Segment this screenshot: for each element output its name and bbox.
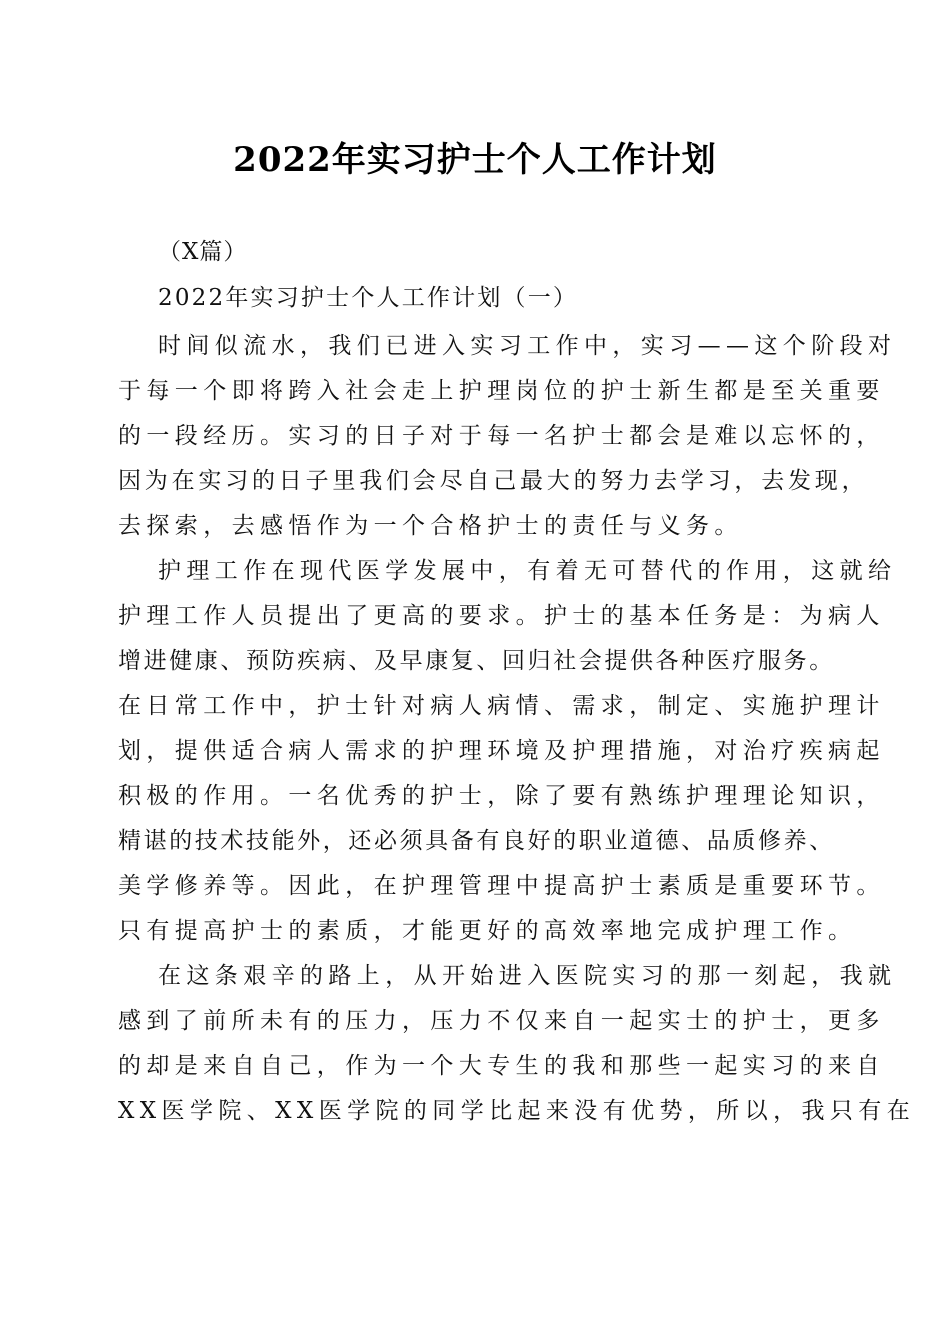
paragraph-1 <box>118 324 897 549</box>
paragraph-3 <box>118 954 916 1134</box>
text-line: 感到了前所未有的压力，压力不仅来自一起实士的护士，更多 <box>118 1008 885 1034</box>
text-line: 时间似流水，我们已进入实习工作中，实习——这个阶段对 <box>158 333 897 359</box>
text-line: 于每一个即将跨入社会走上护理岗位的护士新生都是至关重要 <box>118 378 885 404</box>
text-line: 美学修养等。因此，在护理管理中提高护士素质是重要环节。 <box>118 873 885 899</box>
text-line: 去探索，去感悟作为一个合格护士的责任与义务。 <box>118 513 743 539</box>
text-line: 的一段经历。实习的日子对于每一名护士都会是难以忘怀的， <box>118 423 885 449</box>
document-body <box>118 324 916 1134</box>
text-line: 护理工作人员提出了更高的要求。护士的基本任务是：为病人 <box>118 603 885 629</box>
text-line: 在日常工作中，护士针对病人病情、需求，制定、实施护理计 <box>118 693 885 719</box>
document-title: 2022年实习护士个人工作计划 <box>233 140 717 180</box>
text-line: 划，提供适合病人需求的护理环境及护理措施，对治疗疾病起 <box>118 738 885 764</box>
text-line: 因为在实习的日子里我们会尽自己最大的努力去学习，去发现， <box>118 468 869 494</box>
text-line: 的却是来自自己，作为一个大专生的我和那些一起实习的来自 <box>118 1053 885 1079</box>
text-line: 只有提高护士的素质，才能更好的高效率地完成护理工作。 <box>118 918 857 944</box>
section-title: 2022年实习护士个人工作计划（一） <box>158 285 579 311</box>
article-count-label: （X篇） <box>158 239 248 265</box>
paragraph-2 <box>118 549 897 954</box>
text-line: 积极的作用。一名优秀的护士，除了要有熟练护理理论知识， <box>118 783 885 809</box>
text-line: XX医学院、XX医学院的同学比起来没有优势，所以，我只有在 <box>118 1098 916 1124</box>
text-line: 在这条艰辛的路上，从开始进入医院实习的那一刻起，我就 <box>158 963 897 989</box>
text-line: 精谌的技术技能外，还必须具备有良好的职业道德、品质修养、 <box>118 828 835 854</box>
text-line: 增进健康、预防疾病、及早康复、回归社会提供各种医疗服务。 <box>118 648 835 674</box>
text-line: 护理工作在现代医学发展中，有着无可替代的作用，这就给 <box>158 558 897 584</box>
